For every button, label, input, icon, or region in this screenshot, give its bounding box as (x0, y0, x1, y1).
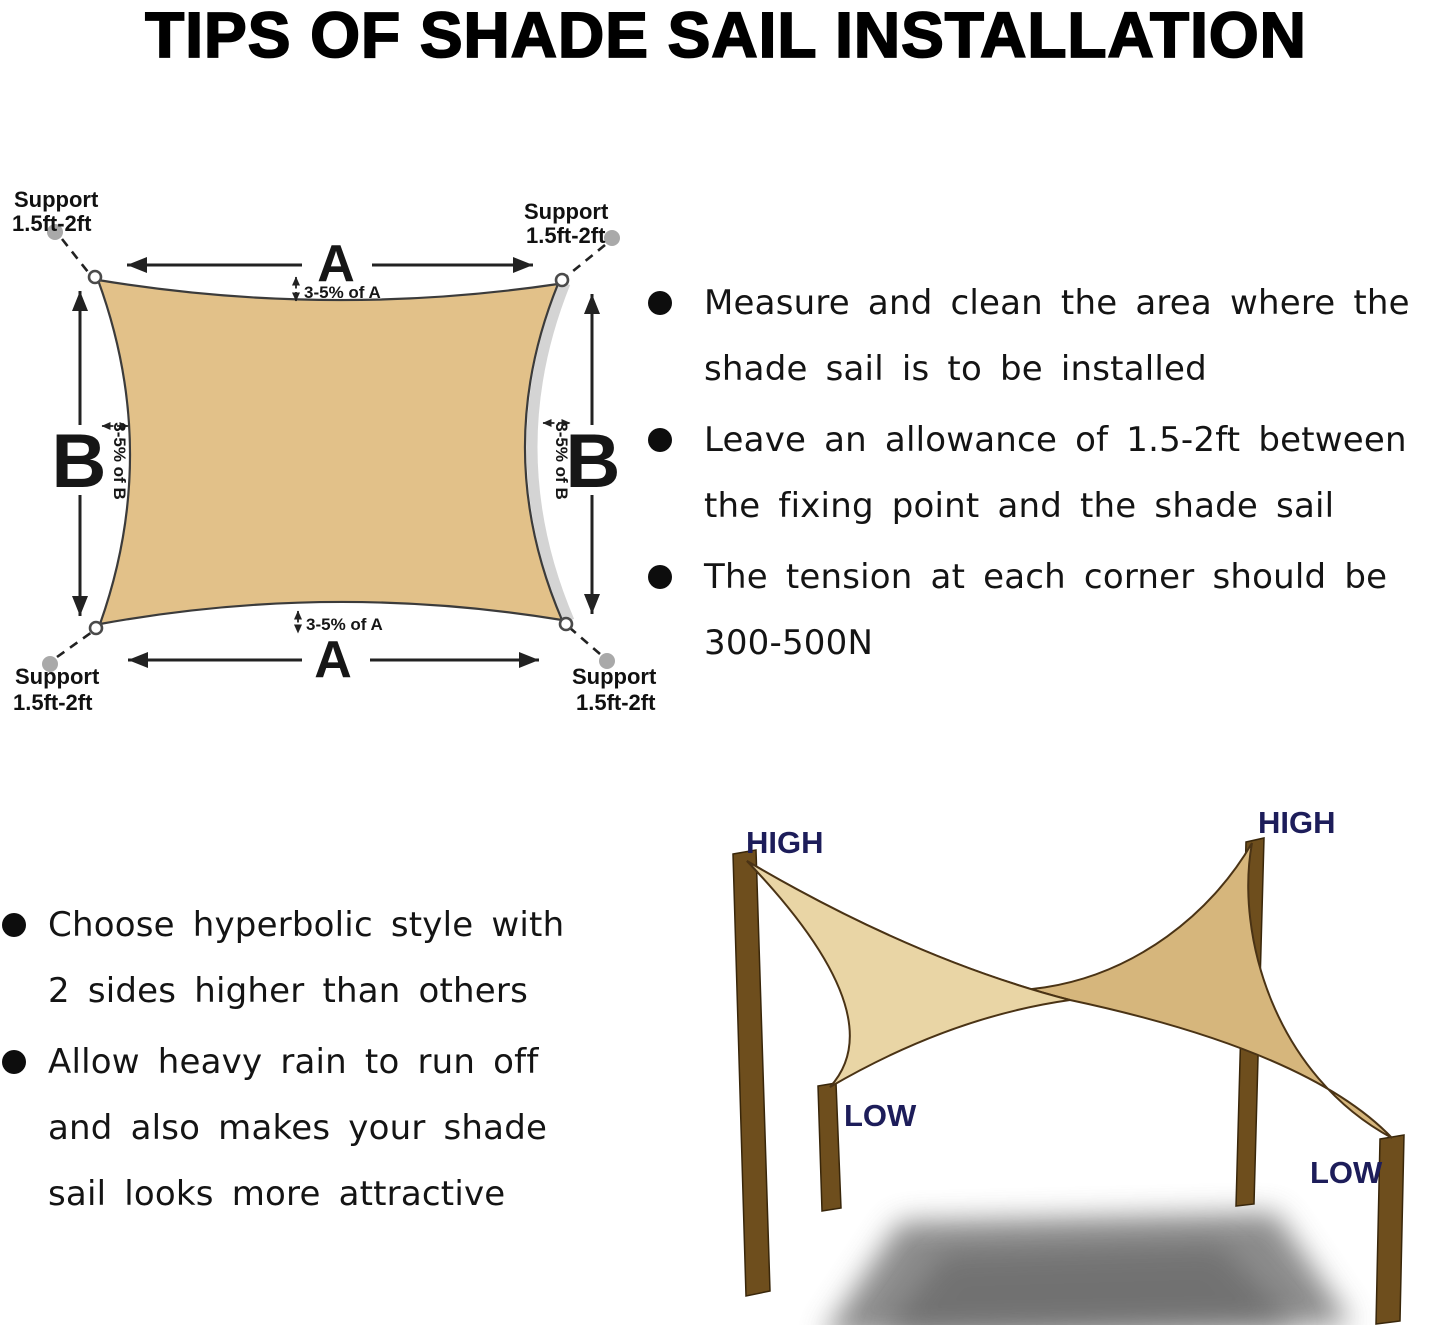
tip-text-line: The tension at each corner should be (704, 557, 1388, 597)
bullet-icon (648, 565, 672, 589)
tip-text-line: Measure and clean the area where the (704, 283, 1410, 323)
tip-text-line: 2 sides higher than others (48, 971, 529, 1011)
support-label-bottom-left-1: Support (15, 664, 100, 689)
tip-text-line: Leave an allowance of 1.5-2ft between (704, 420, 1407, 460)
height-letter-left: B (51, 419, 107, 504)
shade-sail-dimension-diagram (0, 180, 670, 745)
high-label-right: HIGH (1258, 805, 1336, 840)
support-label-top-right-2: 1.5ft-2ft (526, 223, 606, 248)
support-label-bottom-right-2: 1.5ft-2ft (576, 690, 656, 715)
list-item (648, 407, 1452, 539)
shade-sail-shape (98, 280, 562, 624)
list-item (2, 892, 642, 1024)
sag-note-left: 3-5% of B (110, 422, 129, 500)
tip-text-line: shade sail is to be installed (704, 349, 1207, 389)
support-label-bottom-right-1: Support (572, 664, 657, 689)
sail-light-panel (747, 861, 1070, 1087)
tip-text-line: 300-500N (704, 623, 874, 663)
tip-text-line: Choose hyperbolic style with (48, 905, 565, 945)
list-item (2, 1029, 642, 1227)
height-letter-right: B (565, 419, 621, 504)
list-item (648, 270, 1452, 402)
support-label-top-right-1: Support (524, 199, 609, 224)
sag-note-right: 3-5% of B (552, 422, 571, 500)
width-letter-bottom: A (314, 631, 352, 689)
width-letter-top: A (317, 235, 355, 293)
bullet-icon (648, 291, 672, 315)
support-label-bottom-left-2: 1.5ft-2ft (13, 690, 93, 715)
high-label-left: HIGH (746, 825, 824, 860)
tip-text-line: and also makes your shade (48, 1108, 548, 1148)
list-item (648, 544, 1452, 676)
installation-tips-list (648, 270, 1452, 681)
sag-note-bottom: 3-5% of A (306, 615, 383, 634)
post-low-left (818, 1083, 841, 1211)
bullet-icon (648, 428, 672, 452)
low-label-right: LOW (1310, 1155, 1383, 1190)
support-label-top-left-1: Support (14, 187, 99, 212)
tip-text-line: the fixing point and the shade sail (704, 486, 1335, 526)
tip-text-line: sail looks more attractive (48, 1174, 506, 1214)
style-tips-list (2, 892, 642, 1232)
bullet-icon (2, 1050, 26, 1074)
page-title: TIPS OF SHADE SAIL INSTALLATION (145, 0, 1307, 71)
tip-text-line: Allow heavy rain to run off (48, 1042, 539, 1082)
post-high-left (733, 850, 770, 1296)
sag-note-top: 3-5% of A (304, 283, 381, 302)
support-label-top-left-2: 1.5ft-2ft (12, 211, 92, 236)
bullet-icon (2, 913, 26, 937)
hyperbolic-sail-illustration (700, 785, 1452, 1325)
low-label-left: LOW (844, 1098, 917, 1133)
